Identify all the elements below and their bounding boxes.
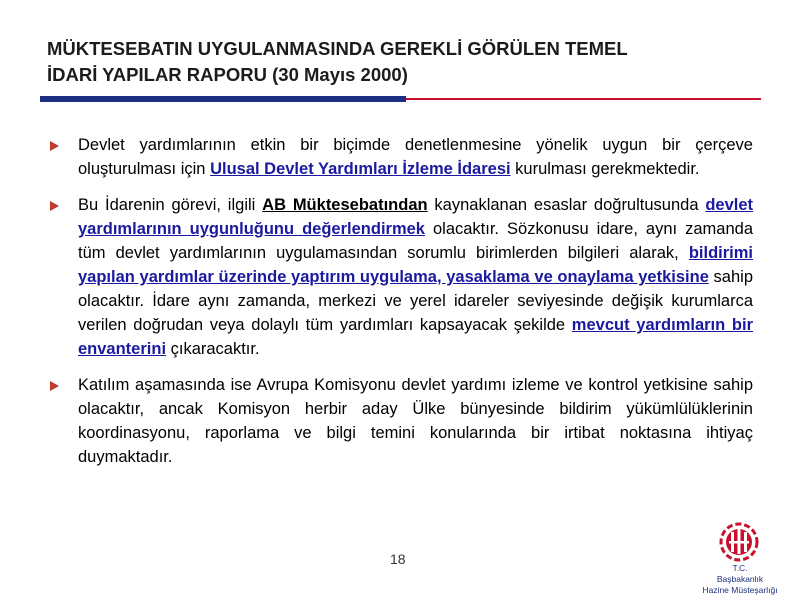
bullet-text: olacaktır. Sözkonusu idare, aynı zamanda tüm devlet yardımlarının uygulamasından sorumlu birimlerden bilgileri alarak, [78, 220, 754, 262]
title-line-1: MÜKTESEBATIN UYGULANMASINDA GEREKLİ GÖRÜLEN TEMEL [47, 38, 628, 59]
bullet-list [50, 133, 753, 481]
bullet-item-2 [50, 193, 753, 361]
bullet-item-3 [50, 373, 753, 469]
right-arrow-icon [50, 201, 59, 211]
page-number: 18 [390, 551, 406, 567]
bullet-item-1 [50, 133, 753, 181]
bullet-text: Bu İdarenin görevi, ilgili [78, 196, 263, 214]
bullet-text: çıkaracaktır. [166, 340, 260, 358]
right-arrow-icon [50, 141, 59, 151]
org-line-1: T.C. [732, 563, 748, 573]
title-line-2: İDARİ YAPILAR RAPORU (30 Mayıs 2000) [47, 64, 408, 85]
bold-term: AB Müktesebatından [262, 196, 428, 214]
highlighted-term: Ulusal Devlet Yardımları İzleme İdaresi [210, 160, 511, 178]
hazine-emblem-icon [712, 519, 766, 565]
title-divider [40, 96, 761, 102]
divider-blue-segment [40, 96, 406, 102]
slide-title [47, 36, 767, 88]
highlighted-term: devlet yardımlarının uygunluğunu değerlendirmek [78, 196, 754, 238]
org-line-2: Başbakanlık [716, 574, 764, 584]
org-name [690, 563, 790, 596]
right-arrow-icon [50, 381, 59, 391]
bullet-text: kurulması gerekmektedir. [510, 160, 700, 178]
divider-red-segment [406, 98, 761, 100]
bullet-text: kaynaklanan esaslar doğrultusunda [427, 196, 706, 214]
highlighted-term: bildirimi yapılan yardımlar üzerinde yaptırım uygulama, yasaklama ve onaylama yetkisine [78, 244, 753, 286]
highlighted-term: mevcut yardımların bir envanterini [78, 316, 753, 358]
bullet-text: sahip olacaktır. İdare aynı zamanda, merkezi ve yerel idareler seviyesinde değişik kurumlarca verilen doğrudan veya dolaylı tüm yardımları kapsayacak şekilde [78, 268, 754, 334]
org-line-3: Hazine Müsteşarlığı [702, 585, 778, 595]
bullet-text: Katılım aşamasında ise Avrupa Komisyonu devlet yardımı izleme ve kontrol yetkisine sahip olacaktır, ancak Komisyon herbir aday Ülke bünyesinde bildirim yükümlülüklerinin koordinasyonu, raporlama ve bilgi temini konularında bir irtibat noktasına ihtiyaç duymaktadır. [78, 376, 753, 466]
bullet-text: Devlet yardımlarının etkin bir biçimde denetlenmesine yönelik uygun bir çerçeve oluşturulması için [78, 136, 753, 178]
